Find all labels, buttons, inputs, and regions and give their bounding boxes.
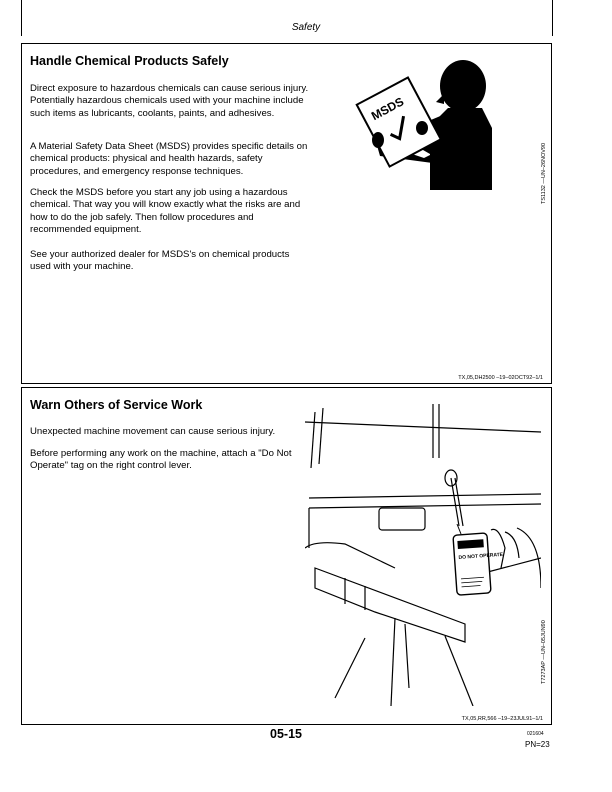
paragraph: Unexpected machine movement can cause serious injury.	[30, 426, 276, 437]
document-number: 021604	[527, 731, 544, 737]
tag-text: DO NOT OPERATE	[458, 551, 504, 561]
section-title: Handle Chemical Products Safely	[30, 54, 229, 68]
paragraph: A Material Safety Data Sheet (MSDS) provides specific details on chemical products: physical and health hazards, safety procedures, and emergency response techniques.	[30, 141, 308, 177]
msds-reader-illustration	[340, 58, 525, 193]
section-warn-others-service-work	[21, 387, 552, 725]
page-header-title: Safety	[291, 22, 321, 33]
figure-code: TS1132 —UN–26NOV90	[541, 142, 547, 204]
page-number: 05-15	[270, 727, 302, 741]
paragraph: See your authorized dealer for MSDS's on chemical products used with your machine.	[30, 249, 290, 273]
document-reference: TX,05,DH2500 –19–02OCT92–1/1	[458, 375, 543, 381]
document-reference: TX,05,RR,566 –19–23JUL91–1/1	[461, 716, 543, 722]
paragraph: Direct exposure to hazardous chemicals can cause serious injury. Potentially hazardous chemicals used with your machine include such items as lubricants, coolants, paints, and adhesives.	[30, 83, 309, 119]
figure-code: T7273AP —UN–05JUN90	[541, 620, 547, 684]
sheet-label: MSDS	[368, 94, 407, 124]
pn-number: PN=23	[525, 740, 550, 749]
paragraph: Before performing any work on the machine, attach a "Do Not Operate" tag on the right control lever.	[30, 448, 292, 472]
section-handle-chemical-products	[21, 43, 552, 384]
section-title: Warn Others of Service Work	[30, 398, 203, 412]
control-lever-tag-illustration	[305, 398, 541, 706]
paragraph: Check the MSDS before you start any job using a hazardous chemical. That way you will know exactly what the risks are and how to do the job safely. Then follow procedures and recommended equipment.	[30, 187, 301, 235]
